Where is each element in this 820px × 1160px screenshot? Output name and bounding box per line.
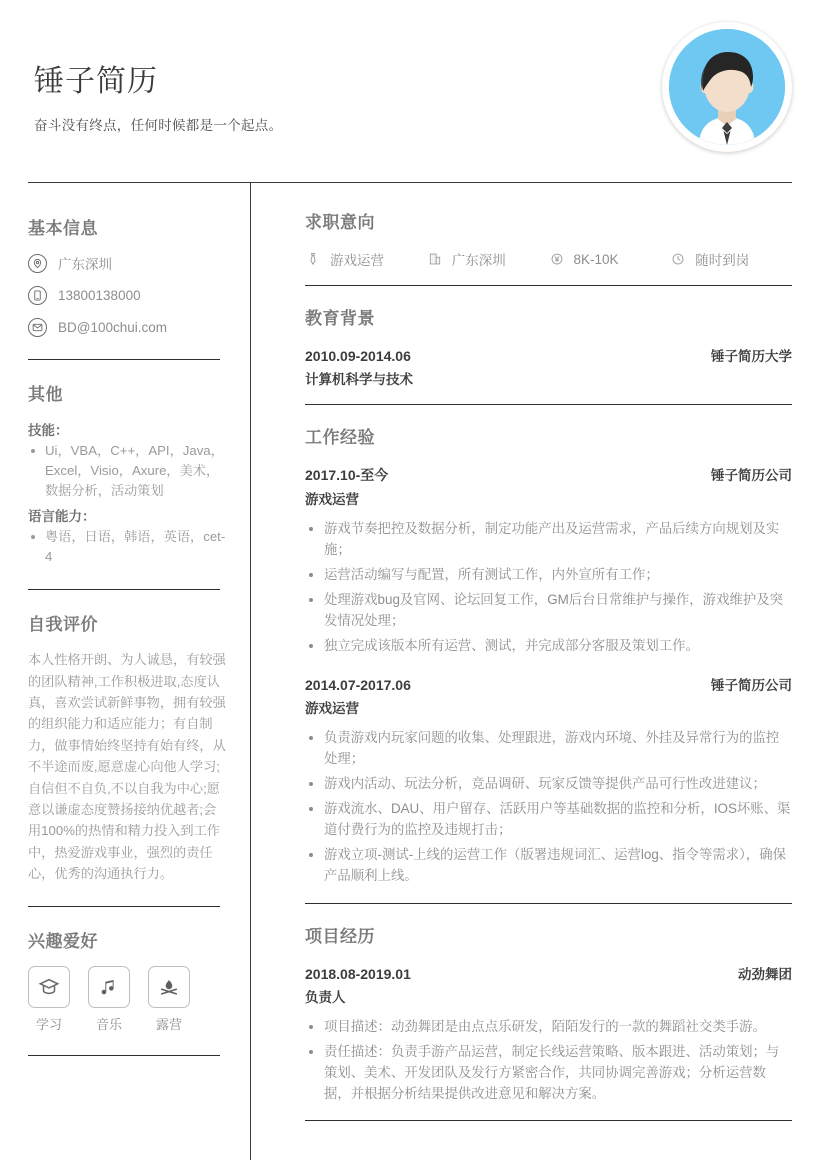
self-eval-heading: 自我评价 — [28, 615, 98, 635]
list-item: 负责游戏内玩家问题的收集、处理跟进，游戏内环境、外挂及异常行为的监控处理； — [305, 728, 792, 770]
clock-icon — [670, 251, 686, 267]
avatar — [662, 22, 792, 152]
work-heading: 工作经验 — [305, 428, 375, 447]
page-title: 锤子简历 — [34, 65, 158, 98]
skills-list — [28, 441, 228, 501]
work-entry — [305, 674, 792, 886]
work-role: 游戏运营 — [305, 701, 359, 717]
intent-position — [305, 249, 427, 269]
list-item: 项目描述：动劲舞团是由点点乐研发，陌陌发行的一款的舞蹈社交类手游。 — [305, 1017, 792, 1038]
building-icon — [427, 251, 443, 267]
work-duties — [305, 519, 792, 656]
list-item: 处理游戏bug及官网、论坛回复工作，GM后台日常维护与操作，游戏维护及突发情况处理； — [305, 590, 792, 632]
phone-value: 13800138000 — [58, 288, 141, 303]
intent-city — [427, 249, 549, 269]
work-company: 锤子简历公司 — [711, 468, 792, 483]
list-item: 游戏节奏把控及数据分析，制定功能产出及运营需求，产品后续方向规划及实施； — [305, 519, 792, 561]
hobby-label: 学习 — [35, 1017, 62, 1033]
basic-info-heading: 基本信息 — [28, 219, 98, 238]
project-duties — [305, 1017, 792, 1105]
column-divider — [250, 182, 251, 1160]
project-entry-top — [305, 963, 792, 983]
section-divider-intention — [305, 285, 792, 286]
section-divider-education — [305, 404, 792, 405]
intent-position-value: 游戏运营 — [330, 253, 384, 268]
hobbies-heading: 兴趣爱好 — [28, 932, 98, 952]
project-entry — [305, 963, 792, 1105]
main-content — [305, 182, 792, 1139]
work-role: 游戏运营 — [305, 492, 359, 507]
work-company: 锤子简历公司 — [711, 678, 792, 694]
self-eval-text: 本人性格开朗、为人诚恳，有较强的团队精神,工作积极进取,态度认真，喜欢尝试新鲜事物，拥有较强的组织能力和适应能力；有自制力，做事情始终坚持有始有终，从不半途而废,愿意虚心向他人学习;自信但不自负,不以自我为中心;愿意以谦虚态度赞扬接纳优越者;会用100%的热情和精力投入到工作中，热爱游戏事业，强烈的责任心，优秀的沟通执行力。 — [28, 652, 226, 882]
sidebar-divider-4 — [28, 1055, 220, 1056]
location-pin-icon — [28, 254, 47, 273]
list-item: Ui，VBA，C++，API，Java，Excel，Visio，Axure，美术，数据分析，活动策划 — [28, 441, 228, 501]
hobby-item-study — [28, 966, 70, 1033]
education-entry-top — [305, 345, 792, 365]
music-note-icon — [88, 966, 130, 1008]
sidebar-divider-3 — [28, 906, 220, 907]
section-divider-work — [305, 903, 792, 904]
languages-list — [28, 527, 228, 567]
list-item: 游戏内活动、玩法分析，竞品调研、玩家反馈等提供产品可行性改进建议； — [305, 774, 792, 795]
section-project-experience — [305, 922, 792, 1122]
skills-label: 技能： — [28, 423, 69, 438]
necktie-icon — [305, 251, 321, 267]
hobby-item-camping — [148, 966, 190, 1033]
education-entry — [305, 345, 792, 388]
yen-coin-icon — [549, 251, 565, 267]
sidebar-divider-1 — [28, 359, 220, 360]
list-item: 运营活动编写与配置，所有测试工作，内外宣所有工作； — [305, 565, 792, 586]
section-job-intention — [305, 208, 792, 286]
intent-city-value: 广东深圳 — [451, 253, 506, 268]
section-other — [28, 380, 228, 590]
section-education — [305, 304, 792, 405]
resume-header — [0, 0, 820, 182]
mobile-phone-icon — [28, 286, 47, 305]
education-heading: 教育背景 — [305, 309, 375, 328]
project-heading: 项目经历 — [305, 926, 375, 946]
list-item: 游戏流水、DAU、用户留存、活跃用户等基础数据的监控和分析，IOS坏账、渠道付费行为的监控及违规打击； — [305, 799, 792, 841]
list-item: 粤语，日语，韩语，英语，cet-4 — [28, 527, 228, 567]
sidebar — [28, 182, 228, 1056]
section-work-experience — [305, 423, 792, 904]
graduation-cap-icon — [28, 966, 70, 1008]
project-name: 动劲舞团 — [738, 966, 792, 982]
education-school: 锤子简历大学 — [711, 349, 792, 364]
work-entry-top — [305, 674, 792, 694]
location-value: 广东深圳 — [58, 257, 112, 272]
info-row-email — [28, 318, 228, 337]
list-item: 责任描述：负责手游产品运营，制定长线运营策略、版本跟进、活动策划；与策划、美术、开发团队及发行方紧密合作，共同协调完善游戏；分析运营数据，并根据分析结果提供改进意见和解决方案。 — [305, 1042, 792, 1105]
intent-availability-value: 随时到岗 — [695, 253, 750, 268]
info-row-location — [28, 253, 228, 273]
other-heading: 其他 — [28, 385, 63, 404]
work-date: 2014.07-2017.06 — [305, 677, 411, 694]
intent-salary — [549, 251, 671, 267]
avatar-illustration — [669, 29, 785, 145]
work-date: 2017.10-至今 — [305, 467, 389, 483]
work-entry-top — [305, 464, 792, 485]
hobby-label: 露营 — [155, 1017, 182, 1033]
campfire-icon — [148, 966, 190, 1008]
section-hobbies — [28, 927, 228, 1056]
job-intention-heading: 求职意向 — [305, 213, 375, 232]
hobby-item-music — [88, 966, 130, 1033]
hobby-label: 音乐 — [95, 1017, 122, 1033]
sidebar-divider-2 — [28, 589, 220, 590]
project-date: 2018.08-2019.01 — [305, 965, 411, 982]
section-basic-info — [28, 214, 228, 360]
list-item: 游戏立项-测试-上线的运营工作（版署违规词汇、运营log、指令等需求），确保产品顺利上线。 — [305, 845, 792, 887]
male-avatar-icon — [669, 29, 785, 145]
education-major: 计算机科学与技术 — [305, 372, 413, 387]
envelope-icon — [28, 318, 47, 337]
intent-salary-value: 8K-10K — [573, 251, 619, 267]
section-divider-project — [305, 1120, 792, 1121]
header-slogan: 奋斗没有终点，任何时候都是一个起点。 — [34, 118, 283, 133]
work-entry — [305, 464, 792, 656]
resume-body — [0, 182, 820, 1160]
project-role: 负责人 — [305, 989, 346, 1005]
info-row-phone — [28, 286, 228, 305]
job-intention-row — [305, 249, 792, 269]
work-duties — [305, 728, 792, 886]
hobby-list — [28, 966, 228, 1033]
section-self-evaluation — [28, 610, 228, 907]
language-label: 语言能力： — [28, 509, 96, 525]
list-item: 独立完成该版本所有运营、测试，并完成部分客服及策划工作。 — [305, 636, 792, 657]
education-date: 2010.09-2014.06 — [305, 348, 411, 364]
email-value: BD@100chui.com — [58, 320, 168, 335]
intent-availability — [670, 249, 792, 269]
